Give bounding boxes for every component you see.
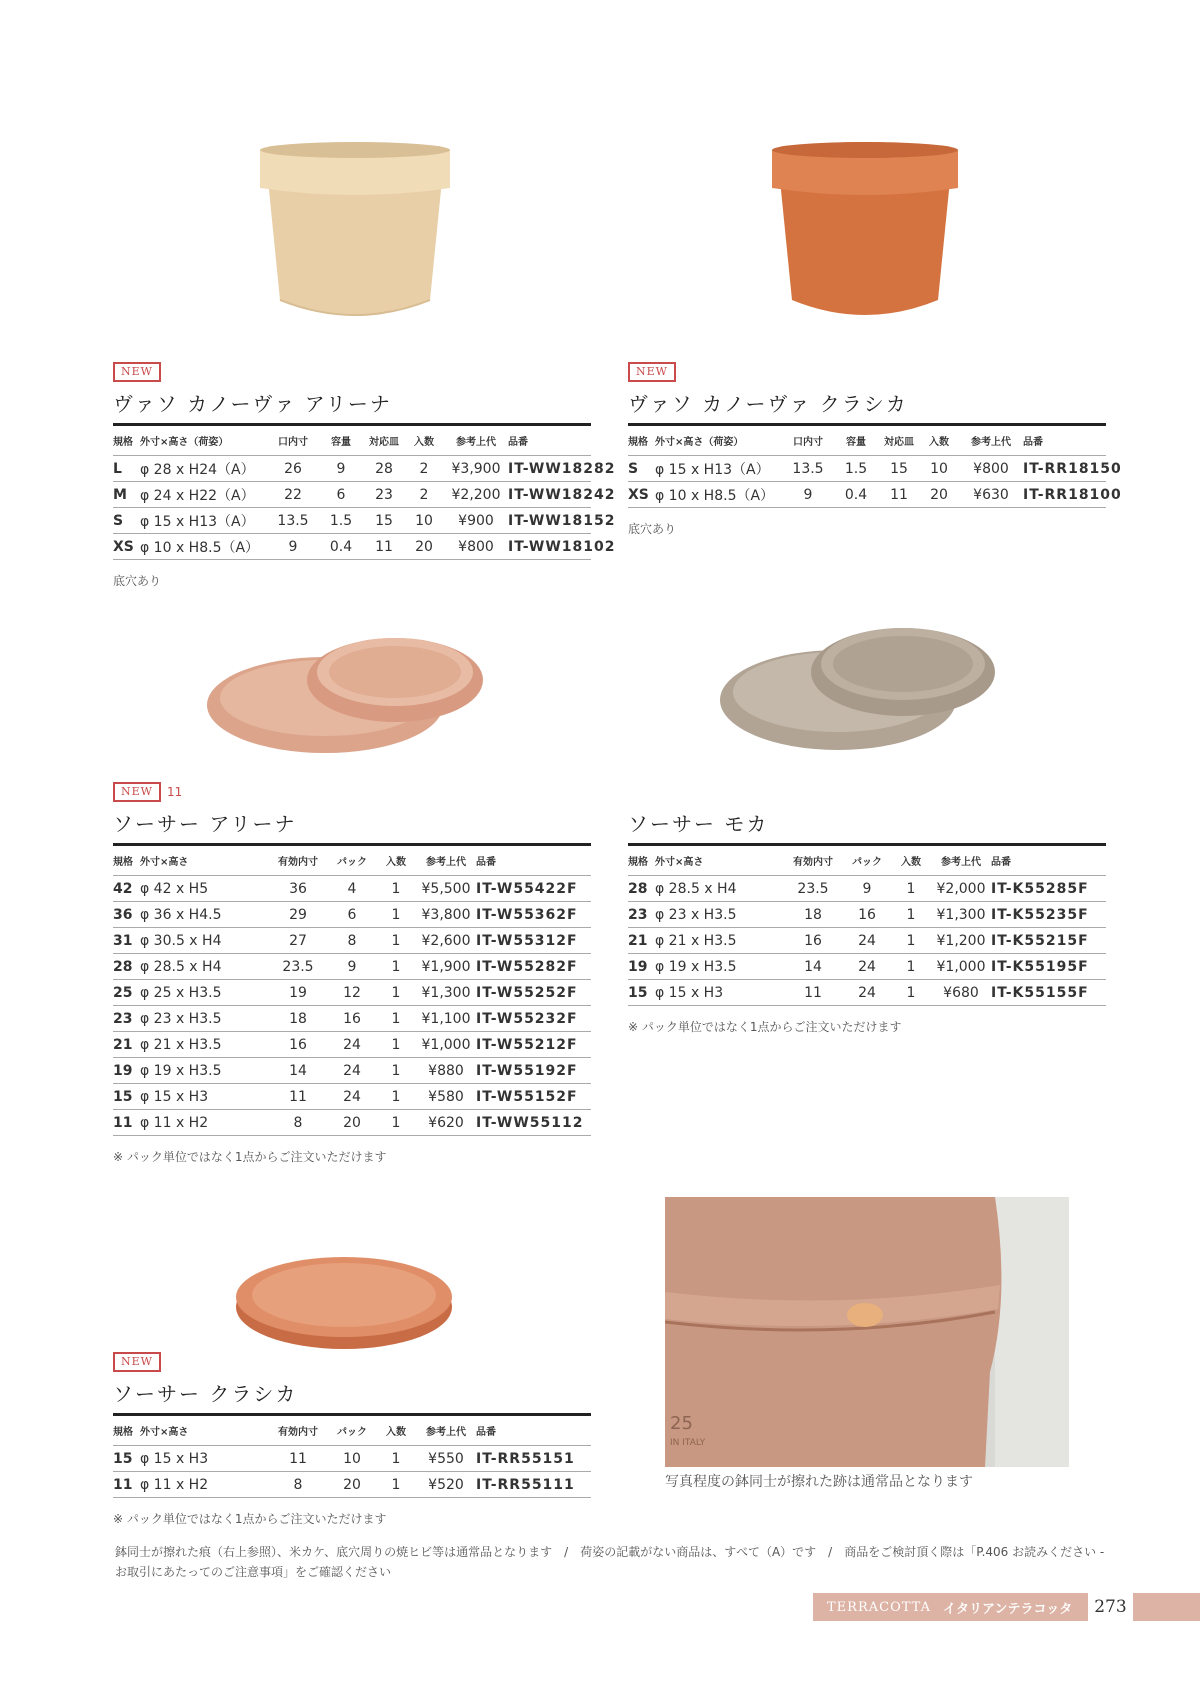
table-cell: IT-W55312F — [476, 932, 578, 949]
table-row — [113, 1084, 591, 1110]
closeup-stamp-text: IN ITALY — [670, 1438, 706, 1448]
closeup-stamp-number: 25 — [670, 1413, 693, 1434]
table-cell: 29 — [289, 906, 307, 923]
table-cell: IT-W55192F — [476, 1062, 578, 1079]
product-image-saucer-mocha — [718, 620, 998, 760]
table-row — [113, 980, 591, 1006]
product-title: ヴァソ カノーヴァ アリーナ — [113, 392, 392, 416]
table-cell: 27 — [289, 932, 307, 949]
table-cell: φ 24 x H22（A） — [140, 487, 255, 504]
table-cell: 42 — [113, 880, 133, 897]
table-cell: IT-WW18282 — [508, 460, 616, 477]
table-row — [628, 928, 1106, 954]
column-header: 規格 — [113, 1427, 133, 1438]
table-row — [628, 954, 1106, 980]
table-cell: IT-W55152F — [476, 1088, 578, 1105]
table-cell: 1 — [391, 932, 401, 949]
table-row — [628, 482, 1122, 508]
table-cell: 11 — [113, 1476, 133, 1493]
table-cell: 23 — [375, 486, 393, 503]
column-header: 参考上代 — [941, 857, 981, 868]
table-cell: 15 — [375, 512, 393, 529]
table-cell: IT-RR55151 — [476, 1450, 575, 1467]
column-header: 参考上代 — [426, 1427, 466, 1438]
table-row — [113, 1058, 591, 1084]
table-cell: φ 23 x H3.5 — [655, 906, 737, 923]
table-cell: 20 — [343, 1476, 361, 1493]
table-cell: φ 10 x H8.5（A） — [655, 487, 775, 504]
table-cell: ¥680 — [943, 984, 979, 1001]
table-cell: ¥880 — [428, 1062, 464, 1079]
table-cell: 1 — [906, 984, 916, 1001]
new-badge: NEW — [628, 362, 676, 382]
column-header: パック — [337, 857, 367, 868]
table-cell: 8 — [347, 932, 357, 949]
table-row — [113, 928, 591, 954]
table-row — [628, 456, 1122, 482]
footer-brand: TERRACOTTA — [827, 1599, 931, 1615]
table-cell: 11 — [289, 1450, 307, 1467]
column-header: 参考上代 — [426, 857, 466, 868]
table-cell: 13.5 — [792, 460, 824, 477]
product-note: 底穴あり — [113, 574, 162, 588]
table-cell: ¥1,300 — [421, 984, 471, 1001]
table-cell: ¥580 — [428, 1088, 464, 1105]
table-header — [113, 1416, 591, 1446]
table-cell: 28 — [375, 460, 393, 477]
footer-disclaimer: 鉢同士が擦れた痕（右上参照）、米カケ、底穴周りの焼ヒビ等は通常品となります / 荷姿の記載がない商品は、すべて（A）です / 商品をご検討頂く際は「P.406 お読みください - お取引にあたってのご注意事項」をご確認ください — [115, 1545, 1105, 1579]
table-cell: φ 15 x H13（A） — [655, 461, 770, 478]
page-number: 273 — [1088, 1593, 1132, 1621]
new-badge: NEW — [113, 362, 161, 382]
column-header: 品番 — [1023, 437, 1043, 448]
table-cell: 9 — [803, 486, 813, 503]
table-row — [113, 954, 591, 980]
product-title: ヴァソ カノーヴァ クラシカ — [628, 392, 908, 416]
table-cell: ¥800 — [458, 538, 494, 555]
table-cell: 14 — [289, 1062, 307, 1079]
table-cell: ¥620 — [428, 1114, 464, 1131]
column-header: 品番 — [991, 857, 1011, 868]
table-cell: 16 — [343, 1010, 361, 1027]
table-cell: 23 — [628, 906, 648, 923]
table-cell: 28 — [628, 880, 648, 897]
table-cell: 36 — [289, 880, 307, 897]
column-header: 外寸×高さ — [140, 857, 189, 868]
column-header: 外寸×高さ（荷姿） — [140, 437, 229, 448]
table-cell: 36 — [113, 906, 133, 923]
table-cell: ¥800 — [973, 460, 1009, 477]
table-cell: IT-K55215F — [991, 932, 1089, 949]
table-cell: 24 — [343, 1036, 361, 1053]
page-footer-bar — [813, 1593, 1200, 1621]
table-cell: φ 15 x H3 — [140, 1088, 209, 1105]
table-cell: IT-K55155F — [991, 984, 1089, 1001]
table-cell: 8 — [293, 1476, 303, 1493]
table-cell: 24 — [343, 1088, 361, 1105]
table-cell: S — [628, 460, 639, 477]
table-cell: M — [113, 486, 127, 503]
table-cell: 1 — [391, 1036, 401, 1053]
table-cell: IT-WW18152 — [508, 512, 616, 529]
table-header — [628, 846, 1106, 876]
new-badge: NEW — [113, 1352, 161, 1372]
column-header: 対応皿 — [884, 437, 914, 448]
table-cell: 1.5 — [329, 512, 353, 529]
table-cell: 23.5 — [282, 958, 314, 975]
table-cell: IT-RR18100 — [1023, 486, 1122, 503]
table-cell: 10 — [415, 512, 433, 529]
column-header: 有効内寸 — [278, 857, 318, 868]
table-row — [113, 876, 591, 902]
table-row — [113, 1446, 591, 1472]
table-cell: IT-W55422F — [476, 880, 578, 897]
product-saucer-arena — [113, 781, 591, 1165]
table-cell: 10 — [343, 1450, 361, 1467]
column-header: 対応皿 — [369, 437, 399, 448]
table-cell: 11 — [113, 1114, 133, 1131]
table-cell: 1 — [391, 1114, 401, 1131]
spec-table — [628, 423, 1122, 508]
table-cell: 31 — [113, 932, 133, 949]
new-badge-size: 11 — [166, 785, 183, 799]
table-cell: IT-RR55111 — [476, 1476, 575, 1493]
table-cell: ¥3,900 — [451, 460, 501, 477]
table-cell: 21 — [628, 932, 648, 949]
product-image-vaso-canova-classica — [760, 140, 970, 340]
table-header — [113, 846, 591, 876]
table-cell: φ 21 x H3.5 — [140, 1036, 222, 1053]
product-title: ソーサー クラシカ — [113, 1382, 298, 1406]
table-cell: 0.4 — [844, 486, 868, 503]
column-header: 規格 — [113, 437, 133, 448]
table-header — [628, 426, 1106, 456]
column-header: 入数 — [386, 857, 406, 868]
table-cell: ¥1,000 — [936, 958, 986, 975]
column-header: 品番 — [476, 1427, 496, 1438]
column-header: パック — [337, 1427, 367, 1438]
table-cell: φ 42 x H5 — [140, 880, 209, 897]
table-cell: 16 — [804, 932, 822, 949]
table-cell: IT-W55282F — [476, 958, 578, 975]
closeup-photo-rub-mark — [665, 1197, 1069, 1467]
table-cell: 9 — [862, 880, 872, 897]
table-row — [628, 902, 1106, 928]
table-cell: ¥630 — [973, 486, 1009, 503]
column-header: 参考上代 — [456, 437, 496, 448]
table-cell: ¥2,200 — [451, 486, 501, 503]
table-cell: 18 — [804, 906, 822, 923]
table-cell: 1.5 — [844, 460, 868, 477]
table-cell: 11 — [890, 486, 908, 503]
table-cell: IT-K55195F — [991, 958, 1089, 975]
table-cell: 8 — [293, 1114, 303, 1131]
table-cell: 1 — [906, 958, 916, 975]
table-cell: ¥1,900 — [421, 958, 471, 975]
column-header: 口内寸 — [793, 437, 823, 448]
column-header: パック — [852, 857, 882, 868]
product-saucer-mocha — [628, 781, 1106, 1035]
table-cell: φ 28.5 x H4 — [140, 958, 222, 975]
table-cell: φ 21 x H3.5 — [655, 932, 737, 949]
table-cell: 15 — [890, 460, 908, 477]
table-cell: 21 — [113, 1036, 133, 1053]
table-cell: 26 — [284, 460, 302, 477]
column-header: 品番 — [476, 857, 496, 868]
table-cell: 1 — [391, 958, 401, 975]
new-badge: NEW — [113, 782, 161, 802]
table-row — [113, 482, 616, 508]
column-header: 外寸×高さ（荷姿） — [655, 437, 744, 448]
product-image-vaso-canova-arena — [250, 140, 460, 340]
table-cell: 23.5 — [797, 880, 829, 897]
product-note: 底穴あり — [628, 522, 677, 536]
table-row — [113, 534, 616, 560]
column-header: 口内寸 — [278, 437, 308, 448]
product-note: ※ パック単位ではなく1点からご注文いただけます — [113, 1512, 387, 1526]
column-header: 有効内寸 — [278, 1427, 318, 1438]
table-row — [113, 1006, 591, 1032]
table-cell: IT-RR18150 — [1023, 460, 1122, 477]
table-cell: ¥1,300 — [936, 906, 986, 923]
table-cell: ¥1,200 — [936, 932, 986, 949]
table-cell: φ 11 x H2 — [140, 1476, 209, 1493]
column-header: 参考上代 — [971, 437, 1011, 448]
table-cell: 23 — [113, 1010, 133, 1027]
product-title: ソーサー モカ — [628, 812, 769, 836]
table-cell: φ 30.5 x H4 — [140, 932, 222, 949]
table-cell: φ 10 x H8.5（A） — [140, 539, 260, 556]
table-cell: φ 36 x H4.5 — [140, 906, 222, 923]
table-cell: ¥550 — [428, 1450, 464, 1467]
column-header: 入数 — [901, 857, 921, 868]
table-row — [113, 456, 616, 482]
table-cell: IT-W55232F — [476, 1010, 578, 1027]
column-header: 容量 — [846, 437, 866, 448]
table-cell: 2 — [419, 460, 429, 477]
table-cell: 9 — [288, 538, 298, 555]
table-cell: 1 — [391, 1062, 401, 1079]
table-row — [628, 876, 1106, 902]
column-header: 外寸×高さ — [655, 857, 704, 868]
table-cell: 1 — [391, 1476, 401, 1493]
table-cell: IT-WW18242 — [508, 486, 616, 503]
spec-table — [113, 423, 616, 560]
table-cell: φ 15 x H13（A） — [140, 513, 255, 530]
table-cell: 24 — [858, 984, 876, 1001]
table-cell: 20 — [415, 538, 433, 555]
table-cell: XS — [628, 486, 649, 503]
table-cell: ¥900 — [458, 512, 494, 529]
product-image-saucer-arena — [205, 630, 485, 760]
table-cell: 1 — [391, 984, 401, 1001]
table-cell: 15 — [113, 1450, 133, 1467]
table-cell: φ 25 x H3.5 — [140, 984, 222, 1001]
table-cell: 1 — [391, 1010, 401, 1027]
table-cell: ¥1,000 — [421, 1036, 471, 1053]
table-cell: IT-WW18102 — [508, 538, 616, 555]
table-cell: 11 — [804, 984, 822, 1001]
table-cell: 1 — [906, 932, 916, 949]
table-cell: 1 — [906, 906, 916, 923]
product-vaso-canova-arena — [113, 361, 616, 589]
table-cell: 1 — [391, 1088, 401, 1105]
table-cell: 15 — [113, 1088, 133, 1105]
table-cell: ¥1,100 — [421, 1010, 471, 1027]
table-cell: XS — [113, 538, 134, 555]
product-note: ※ パック単位ではなく1点からご注文いただけます — [113, 1150, 387, 1164]
table-cell: 16 — [858, 906, 876, 923]
table-row — [113, 508, 616, 534]
table-cell: ¥5,500 — [421, 880, 471, 897]
table-cell: 11 — [289, 1088, 307, 1105]
table-cell: 1 — [906, 880, 916, 897]
table-cell: φ 28 x H24（A） — [140, 461, 255, 478]
table-row — [113, 902, 591, 928]
column-header: 入数 — [929, 437, 949, 448]
table-cell: 20 — [343, 1114, 361, 1131]
table-cell: 25 — [113, 984, 133, 1001]
table-cell: 2 — [419, 486, 429, 503]
column-header: 外寸×高さ — [140, 1427, 189, 1438]
table-cell: ¥520 — [428, 1476, 464, 1493]
table-cell: 9 — [347, 958, 357, 975]
table-cell: 22 — [284, 486, 302, 503]
table-cell: L — [113, 460, 122, 477]
table-cell: 1 — [391, 1450, 401, 1467]
table-cell: φ 19 x H3.5 — [140, 1062, 222, 1079]
table-row — [113, 1032, 591, 1058]
table-cell: 24 — [858, 932, 876, 949]
closeup-caption: 写真程度の鉢同士が擦れた跡は通常品となります — [665, 1474, 973, 1490]
table-cell: 1 — [391, 906, 401, 923]
table-cell: 19 — [289, 984, 307, 1001]
spec-table — [628, 843, 1106, 1006]
spec-table — [113, 1413, 591, 1498]
table-cell: 12 — [343, 984, 361, 1001]
column-header: 規格 — [628, 857, 648, 868]
table-row — [628, 980, 1106, 1006]
table-cell: ¥3,800 — [421, 906, 471, 923]
product-vaso-canova-classica — [628, 361, 1122, 537]
column-header: 規格 — [628, 437, 648, 448]
table-cell: φ 23 x H3.5 — [140, 1010, 222, 1027]
table-cell: 16 — [289, 1036, 307, 1053]
product-saucer-classica — [113, 1351, 591, 1527]
table-cell: 0.4 — [329, 538, 353, 555]
table-cell: 6 — [336, 486, 346, 503]
table-cell: 20 — [930, 486, 948, 503]
column-header: 規格 — [113, 857, 133, 868]
column-header: 有効内寸 — [793, 857, 833, 868]
table-cell: ¥2,600 — [421, 932, 471, 949]
table-cell: 15 — [628, 984, 648, 1001]
column-header: 入数 — [414, 437, 434, 448]
table-cell: IT-WW55112 — [476, 1114, 584, 1131]
table-cell: 14 — [804, 958, 822, 975]
product-note: ※ パック単位ではなく1点からご注文いただけます — [628, 1020, 902, 1034]
table-header — [113, 426, 591, 456]
product-title: ソーサー アリーナ — [113, 812, 297, 836]
table-cell: 13.5 — [277, 512, 309, 529]
table-cell: φ 11 x H2 — [140, 1114, 209, 1131]
column-header: 品番 — [508, 437, 528, 448]
table-cell: φ 15 x H3 — [655, 984, 724, 1001]
table-cell: 24 — [858, 958, 876, 975]
product-image-saucer-classica — [232, 1245, 457, 1355]
table-cell: 24 — [343, 1062, 361, 1079]
table-cell: 1 — [391, 880, 401, 897]
table-cell: 4 — [347, 880, 357, 897]
table-cell: 11 — [375, 538, 393, 555]
table-cell: 19 — [113, 1062, 133, 1079]
table-cell: φ 15 x H3 — [140, 1450, 209, 1467]
table-cell: IT-K55235F — [991, 906, 1089, 923]
table-row — [113, 1472, 591, 1498]
table-cell: IT-W55362F — [476, 906, 578, 923]
table-cell: 19 — [628, 958, 648, 975]
table-cell: 9 — [336, 460, 346, 477]
table-cell: φ 19 x H3.5 — [655, 958, 737, 975]
table-cell: ¥2,000 — [936, 880, 986, 897]
footer-category: イタリアンテラコッタ — [943, 1601, 1073, 1617]
table-cell: 10 — [930, 460, 948, 477]
table-cell: 18 — [289, 1010, 307, 1027]
table-cell: IT-W55212F — [476, 1036, 578, 1053]
table-cell: IT-K55285F — [991, 880, 1089, 897]
column-header: 入数 — [386, 1427, 406, 1438]
table-cell: S — [113, 512, 124, 529]
table-cell: IT-W55252F — [476, 984, 578, 1001]
table-cell: φ 28.5 x H4 — [655, 880, 737, 897]
column-header: 容量 — [331, 437, 351, 448]
table-cell: 28 — [113, 958, 133, 975]
table-cell: 6 — [347, 906, 357, 923]
table-row — [113, 1110, 591, 1136]
spec-table — [113, 843, 591, 1136]
